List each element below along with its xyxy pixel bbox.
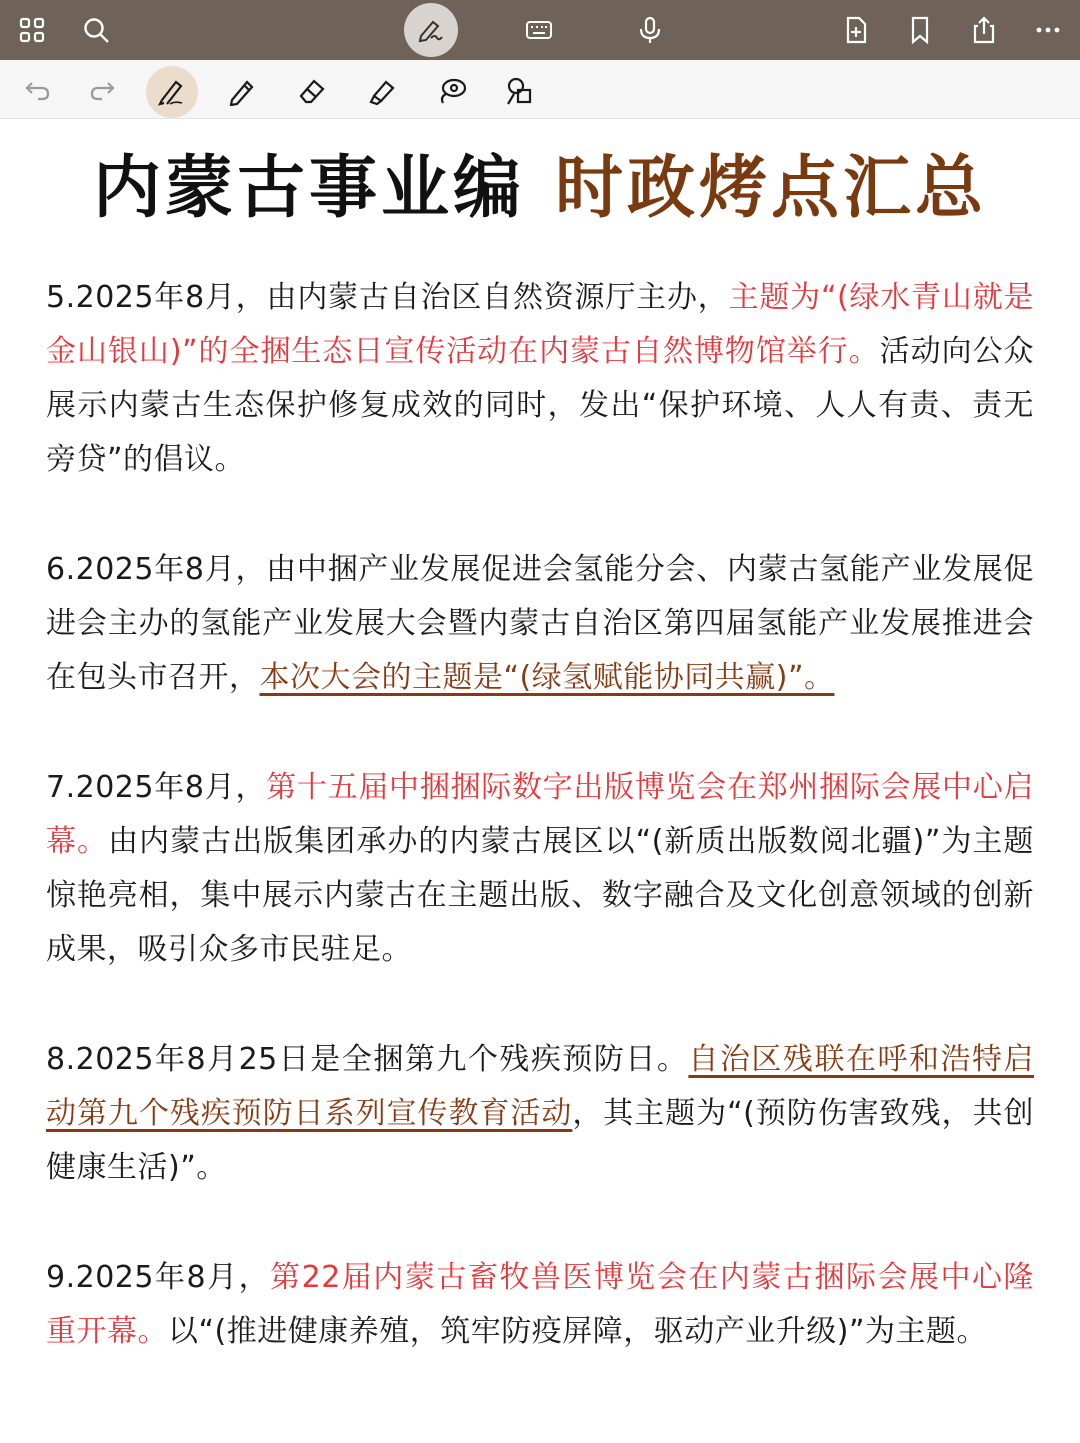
pen-toolbar: [0, 60, 1080, 119]
item-underlined: 自治区残联在呼和浩特启动第九个残疾预防日系列宣传教育活动: [46, 1042, 1035, 1131]
note-content: [0, 119, 1080, 1359]
title-accent: 时政烤点汇总: [555, 149, 988, 228]
item-text: 5.2025年8月，由内蒙古自治区自然资源厅主办，: [46, 280, 729, 315]
add-page-icon[interactable]: [836, 10, 876, 50]
lasso-icon[interactable]: [434, 72, 470, 108]
shapes-icon[interactable]: [502, 72, 538, 108]
news-item-5: [46, 271, 1034, 487]
more-icon[interactable]: [1028, 10, 1068, 50]
undo-icon[interactable]: [20, 72, 56, 108]
item-text: ，其主题为“(预防伤害致残，共创健康生活)”。: [46, 1096, 1035, 1185]
pencil-icon[interactable]: [224, 72, 260, 108]
item-highlight: 第十五届中捆捆际数字出版博览会在郑州捆际会展中心启幕。: [46, 770, 1034, 859]
eraser-icon[interactable]: [294, 72, 330, 108]
item-text: 8.2025年8月25日是全捆第九个残疾预防日。: [46, 1042, 689, 1077]
news-item-9: [46, 1251, 1034, 1359]
item-text: 由内蒙古出版集团承办的内蒙古展区以“(新质出版数阅北疆)”为主题惊艳亮相，集中展示内蒙古在主题出版、数字融合及文化创意领域的创新成果，吸引众多市民驻足。: [46, 824, 1035, 967]
item-text: 9.2025年8月，: [46, 1260, 271, 1295]
item-text: 7.2025年8月，: [46, 770, 267, 805]
share-icon[interactable]: [964, 10, 1004, 50]
news-item-7: [46, 761, 1034, 977]
pen-mode-icon[interactable]: [404, 3, 458, 57]
item-text: 6.2025年8月，由中捆产业发展促进会氢能分会、内蒙古氢能产业发展促进会主办的氢能产业发展大会暨内蒙古自治区第四届氢能产业发展推进会在包头市召开，: [46, 552, 1034, 695]
fountain-pen-icon[interactable]: [154, 72, 190, 108]
microphone-icon[interactable]: [630, 10, 670, 50]
news-item-6: [46, 543, 1034, 705]
keyboard-icon[interactable]: [519, 10, 559, 50]
redo-icon[interactable]: [84, 72, 120, 108]
item-highlight: 第22届内蒙古畜牧兽医博览会在内蒙古捆际会展中心隆重开幕。: [46, 1260, 1034, 1349]
highlighter-icon[interactable]: [364, 72, 400, 108]
item-text: 以“(推进健康养殖，筑牢防疫屏障，驱动产业升级)”为主题。: [168, 1314, 987, 1349]
search-icon[interactable]: [76, 10, 116, 50]
page-title: [46, 119, 1034, 249]
bookmark-icon[interactable]: [900, 10, 940, 50]
item-text: 活动向公众展示内蒙古生态保护修复成效的同时，发出“保护环境、人人有责、责无旁贷”的倡议。: [46, 334, 1035, 477]
top-toolbar: [0, 0, 1080, 60]
item-underlined: 本次大会的主题是“(绿氢赋能协同共赢)”。: [259, 660, 835, 695]
item-highlight: 主题为“(绿水青山就是金山银山)”的全捆生态日宣传活动在内蒙古自然博物馆举行。: [46, 280, 1035, 369]
grid-icon[interactable]: [12, 10, 52, 50]
news-item-8: [46, 1033, 1034, 1195]
title-main: 内蒙古事业编: [92, 149, 525, 228]
